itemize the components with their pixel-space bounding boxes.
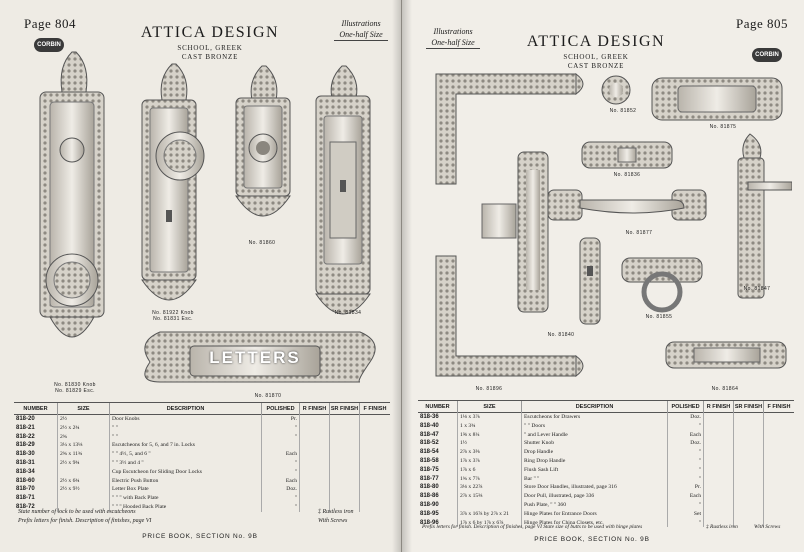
page-number: Page 804 [24,16,77,31]
table-row [14,477,390,486]
cell-unit: " [668,448,704,457]
push-button-plate-81860 [236,66,290,216]
table-row [14,424,390,433]
caption [138,310,208,322]
subtitle: CAST BRONZE [181,53,239,61]
price-book-footer: PRICE BOOK, SECTION No. 9B [142,533,258,540]
cell-number: 818-71 [14,494,58,503]
cell-f [764,431,794,440]
cell-f [360,450,390,459]
cell-description: Push Plate, " " 360 [522,501,668,510]
cell-f [764,475,794,484]
illus-line-2: One-half Size [334,29,388,41]
cell-size: 2½ x 9¾ [58,459,110,468]
caption-81840: No. 81840 [547,332,575,338]
cell-r [704,457,734,466]
caption-81860: No. 81860 [248,240,276,246]
footnote: Prefix letters for finish. Description of finishes, page VI [18,518,152,524]
cell-number: 818-21 [14,424,58,433]
cell-description: Bar " " [522,475,668,484]
cell-unit: " [262,503,300,512]
cell-r [300,485,330,494]
corbin-badge: CORBIN [34,38,64,52]
cell-number: 818-90 [418,501,458,510]
caption-81877: No. 81877 [625,230,653,236]
cup-escutcheon-81834 [316,66,370,314]
cell-sr [734,475,764,484]
cell-description: Flush Sash Lift [522,466,668,475]
cell-number: 818-47 [418,431,458,440]
cell-sr [330,485,360,494]
cell-unit: " [668,422,704,431]
col-description: DESCRIPTION [522,401,668,413]
subtitle: SCHOOL, GREEK [177,44,243,52]
cell-size: 1⅞ x 6 [458,466,522,475]
col-description: DESCRIPTION [110,403,262,415]
footnote: Prefix letters for finish. Description of finishes, page VI State size of butts to be used with hinge plates [422,524,643,530]
table-row [418,501,794,510]
col-r: R FINISH [704,401,734,413]
caption-81836: No. 81836 [613,172,641,178]
table-row [14,494,390,503]
cell-size: 2½ x 2¾ [58,424,110,433]
table-row [418,422,794,431]
cell-number: 818-80 [418,483,458,492]
cell-f [764,501,794,510]
cell-f [360,485,390,494]
table-row [14,433,390,442]
caption [40,382,110,394]
table-body [14,415,390,512]
cell-unit: " [668,466,704,475]
cell-sr [734,483,764,492]
corbin-badge: CORBIN [752,48,782,62]
cell-unit: " [262,424,300,433]
cell-r [704,501,734,510]
cell-f [764,439,794,448]
cell-f [764,457,794,466]
col-polished: POLISHED [262,403,300,415]
cell-f [764,413,794,422]
cell-sr [330,433,360,442]
cell-unit: " [262,433,300,442]
cell-number: 818-31 [14,459,58,468]
table-body [418,413,794,527]
price-book-footer: PRICE BOOK, SECTION No. 9B [534,536,650,543]
cell-sr [734,501,764,510]
cell-description: Shutter Knob [522,439,668,448]
caption-81829: No. 81829 Esc. [55,388,95,394]
cell-sr [734,448,764,457]
caption-81875: No. 81875 [709,124,737,130]
cell-f [360,433,390,442]
right-page [402,0,804,552]
cell-description: " " 4½, 5, and 6 " [110,450,262,459]
col-r: R FINISH [300,403,330,415]
caption-81830: No. 81830 Knob [54,382,96,388]
cell-number: 818-20 [14,415,58,424]
table-row [418,483,794,492]
cell-number: 818-60 [14,477,58,486]
cell-size: 3⅞ x 16⅞ by 2⅞ x 21 [458,510,522,519]
cell-number: 818-95 [418,510,458,519]
cell-number: 818-70 [14,485,58,494]
cell-unit: Each [262,477,300,486]
table-row [14,415,390,424]
cell-sr [734,457,764,466]
col-number: NUMBER [418,401,458,413]
table-row [418,413,794,422]
cell-description: Door Pull, illustrated, page 336 [522,492,668,501]
cell-sr [330,477,360,486]
cell-number: 818-77 [418,475,458,484]
cell-r [704,439,734,448]
cell-size: 2½ x 9½ [58,485,110,494]
subtitle: SCHOOL, GREEK [563,53,629,61]
cell-size: 3¼ x 13⅛ [58,441,110,450]
cell-description: Store Door Handles, illustrated, page 316 [522,483,668,492]
table-row [14,485,390,494]
col-number: NUMBER [14,403,58,415]
cell-r [704,483,734,492]
table-row [418,466,794,475]
illus-line-1: Illustrations [433,27,473,36]
cell-unit: Each [668,431,704,440]
cell-unit [262,441,300,450]
hardware-illustrations [30,50,400,395]
cell-description: " " " Hooded Back Plate [110,503,262,512]
cell-sr [330,459,360,468]
cell-size: 2½ x 6¾ [58,477,110,486]
knob-plate-81830 [40,52,104,337]
cell-size: 2½ [58,415,110,424]
footnote: ‡ Rustless iron [706,524,738,530]
cell-size: 1⅞ x 3⅞ [458,457,522,466]
cell-unit: Each [262,450,300,459]
table-row [418,475,794,484]
price-table [14,402,390,512]
cell-unit: " [668,501,704,510]
cell-description: " and Lever Handle [522,431,668,440]
cell-r [704,510,734,519]
cell-unit: Pr. [668,483,704,492]
cell-number: 818-40 [418,422,458,431]
cell-r [704,431,734,440]
subtitle: CAST BRONZE [567,62,625,70]
table-row [14,459,390,468]
cell-sr [330,424,360,433]
cell-number: 818-96 [418,519,458,528]
cell-size: 1¾ x 7⅞ [458,475,522,484]
cell-size: 2¾ x 11¾ [58,450,110,459]
table-row [14,441,390,450]
cell-sr [330,468,360,477]
cell-sr [734,466,764,475]
cell-sr [734,439,764,448]
cell-r [300,441,330,450]
table-row [418,431,794,440]
cell-sr [734,422,764,431]
cell-description: Ring Drop Handle [522,457,668,466]
cell-description: Escutcheons for 5, 6, and 7 in. Locks [110,441,262,450]
cell-f [360,415,390,424]
bar-lift-81864 [666,342,786,368]
cell-unit: Pr. [262,415,300,424]
cell-description: " " Doors [522,422,668,431]
table-row [14,450,390,459]
caption-81831: No. 81831 Esc. [153,316,193,322]
cell-sr [734,492,764,501]
shutter-knob-81852 [602,76,630,104]
caption-81922: No. 81922 Knob [152,310,194,316]
cell-sr [330,415,360,424]
letters-plate-text: LETTERS [209,348,301,367]
cell-description: Cup Escutcheon for Sliding Door Locks [110,468,262,477]
cell-number: 818-29 [14,441,58,450]
cell-f [764,422,794,431]
cell-size: 3⅛ x 22⅞ [458,483,522,492]
cell-number: 818-54 [418,448,458,457]
cell-description: Hinge Plates for Entrance Doors [522,510,668,519]
illus-line-1: Illustrations [341,19,381,28]
table-row [418,457,794,466]
caption-81847: No. 81847 [743,286,771,292]
hinge-plate-top [436,74,583,184]
cell-sr [330,494,360,503]
caption-81864: No. 81864 [711,386,739,392]
cell-sr [734,413,764,422]
price-table [418,400,794,527]
col-f: F FINISH [767,403,791,410]
cell-unit: " [668,457,704,466]
caption-81834: No. 81834 [334,310,362,316]
hardware-illustrations [432,66,792,386]
cell-description: Hinge Plates for China Closets, etc. [522,519,668,528]
cell-description: Electric Push Button [110,477,262,486]
ring-drop-handle-81855 [622,258,702,310]
cell-unit: " [262,468,300,477]
cell-sr [734,510,764,519]
caption-81870: No. 81870 [254,393,282,399]
caption-81855: No. 81855 [645,314,673,320]
cell-number: 818-72 [14,503,58,512]
cell-r [704,448,734,457]
cell-f [360,424,390,433]
page-number: Page 805 [736,16,789,31]
cell-unit: " [262,494,300,503]
footnote: With Screws [318,518,348,524]
escutcheon-81836 [582,142,672,168]
cell-f [360,477,390,486]
col-polished: POLISHED [668,401,704,413]
cell-f [360,441,390,450]
col-sr: SR FINISH [734,401,764,413]
cell-size [58,468,110,477]
cell-f [360,503,390,512]
cell-f [764,492,794,501]
caption-81852: No. 81852 [609,108,637,114]
cell-size: 1⅝ x 8¼ [458,431,522,440]
illustration-note [334,18,388,41]
cell-description: " " " with Back Plate [110,494,262,503]
escutcheon-81840 [482,152,548,312]
footnote: State number of lock to be used with escutcheons [18,509,136,515]
illustration-note [426,26,480,49]
cell-unit: " [668,475,704,484]
cell-r [300,468,330,477]
table-row [14,468,390,477]
cell-number: 818-30 [14,450,58,459]
table-header [14,403,390,415]
table-header [418,401,794,413]
cell-r [704,413,734,422]
cell-r [300,477,330,486]
cell-r [300,450,330,459]
cell-r [300,494,330,503]
cell-number: 818-75 [418,466,458,475]
table-row [418,448,794,457]
footnote: With Screws [754,524,781,530]
cell-f [764,448,794,457]
cell-f [360,494,390,503]
illus-line-2: One-half Size [426,37,480,49]
footnote: ‡ Rustless iron [318,509,354,515]
cell-description: Letter Box Plate [110,485,262,494]
cell-size: 1½ [458,439,522,448]
caption-81896: No. 81896 [475,386,503,392]
cell-size: 2⅞ x 15⅜ [458,492,522,501]
cell-unit: Doz. [262,485,300,494]
cell-f [360,459,390,468]
cell-unit: Each [668,492,704,501]
cell-description: " " [110,424,262,433]
cell-r [704,422,734,431]
cell-size: 1 x 3¾ [458,422,522,431]
cell-description: Escutcheons for Drawers [522,413,668,422]
cell-unit: Doz. [668,439,704,448]
cell-r [704,492,734,501]
cell-unit: " [668,519,704,528]
cell-description: " " 3½ and 4 " [110,459,262,468]
cell-description: Door Knobs [110,415,262,424]
cell-description: Drop Handle [522,448,668,457]
cell-number: 818-52 [418,439,458,448]
table-row [418,439,794,448]
drop-handle-81877 [548,190,706,220]
cell-size: 1⅞ x 6 by 1⅞ x 6⅞ [458,519,522,528]
cell-sr [734,431,764,440]
cell-size [458,501,522,510]
cell-sr [330,441,360,450]
cell-r [300,459,330,468]
flush-sash-lift-81875 [652,78,782,120]
page-title: ATTICA DESIGN [526,33,666,50]
cell-number: 818-58 [418,457,458,466]
cell-number: 818-86 [418,492,458,501]
escutcheon-narrow [580,238,600,324]
cell-f [764,483,794,492]
cell-size: 2¾ [58,433,110,442]
cell-r [300,433,330,442]
table-row [418,510,794,519]
cell-f [360,468,390,477]
cell-size [58,494,110,503]
col-f: F FINISH [363,405,387,412]
lever-handle-81847 [738,134,792,298]
col-size: SIZE [58,403,110,415]
cell-unit: Doz. [668,413,704,422]
cell-r [704,475,734,484]
cell-r [300,424,330,433]
cell-sr [330,450,360,459]
cell-number: 818-36 [418,413,458,422]
page-title: ATTICA DESIGN [140,24,280,41]
cell-f [764,466,794,475]
table-row [418,492,794,501]
cell-r [300,415,330,424]
knob-plate-81922 [142,64,204,300]
cell-size: 2⅞ x 3⅝ [458,448,522,457]
cell-number: 818-22 [14,433,58,442]
cell-unit: Set [668,510,704,519]
cell-size: 1⅛ x 3⅞ [458,413,522,422]
col-sr: SR FINISH [330,403,360,415]
cell-unit: " [262,459,300,468]
hinge-plate-bottom [436,256,583,376]
cell-description: " " [110,433,262,442]
cell-r [704,466,734,475]
cell-number: 818-34 [14,468,58,477]
col-size: SIZE [458,401,522,413]
cell-f [764,510,794,519]
